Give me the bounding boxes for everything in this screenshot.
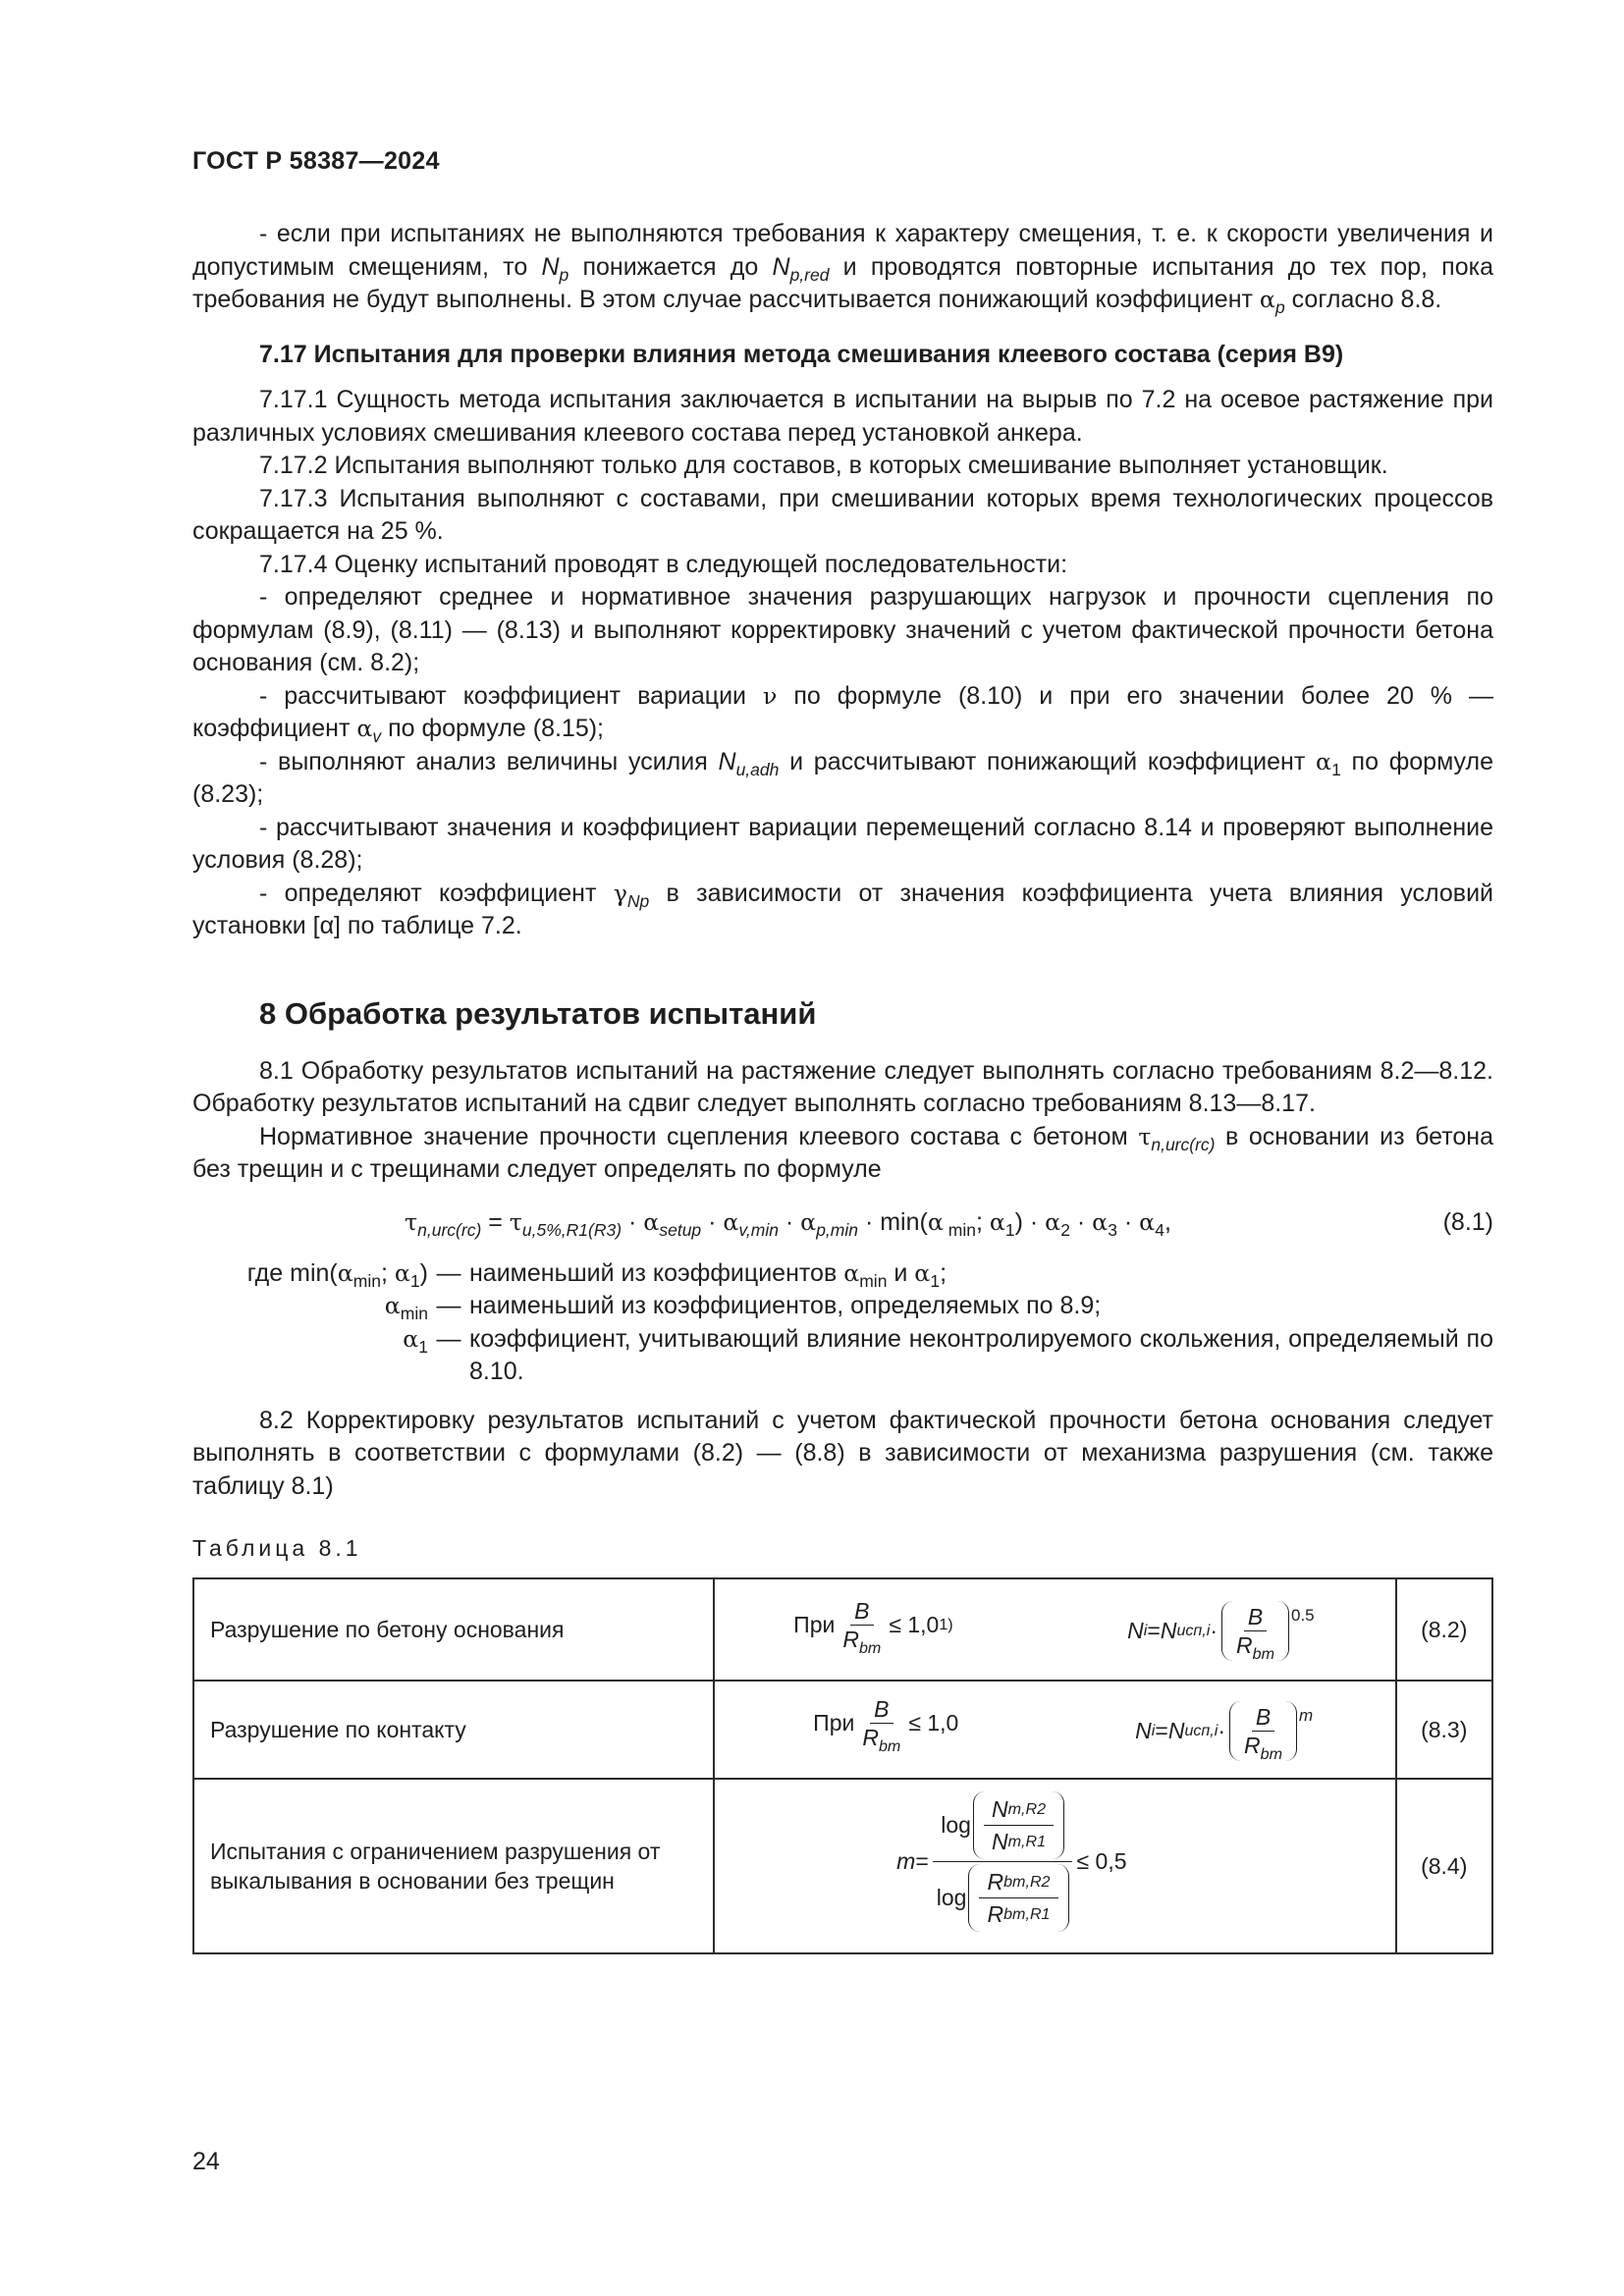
table-caption: Таблица 8.1: [192, 1535, 362, 1561]
table-row: [193, 1779, 1492, 1953]
page-content: [192, 218, 1493, 1954]
formula-legend: [192, 1257, 1493, 1389]
legend-row: $\alpha_1$ — коэффициент, учитывающий влияние неконтролируемого скольжения, определяемый по 8.10.: [403, 1324, 1493, 1385]
document-standard-number: ГОСТ Р 58387—2024: [192, 147, 440, 175]
formula-body: $\tau_{n,urc(rc)} = \tau_{u,5\%,R1(R3)} \cdot \alpha_{setup} \cdot \alpha_{v,min} \cdot \alpha_{p,min} \cdot \min(\alpha$ $_{min}$; $\alpha_1) \cdot \alpha_2 \cdot \alpha_3 \cdot \alpha_4$,: [405, 1207, 1171, 1240]
list-item: - рассчитывают значения и коэффициент вариации перемещений согласно 8.14 и проверяют выполнение условия (8.28);: [192, 813, 1493, 874]
paragraph-7-17-4: 7.17.4 Оценку испытаний проводят в следующей последовательности:: [259, 550, 1068, 578]
list-item: - определяют среднее и нормативное значения разрушающих нагрузок и прочности сцепления по формулам (8.9), (8.11) — (8.13) и выполняют корректировку значений с учетом фактической прочности бетона основания (см. 8.2);: [192, 583, 1493, 676]
paragraph-7-17-3: 7.17.3 Испытания выполняют с составами, при смешивании которых время технологических процессов сокращается на 25 %.: [192, 484, 1493, 545]
section-7-17-heading: 7.17 Испытания для проверки влияния метода смешивания клеевого состава (серия В9): [259, 340, 1344, 368]
paragraph-8-2: 8.2 Корректировку результатов испытаний с учетом фактической прочности бетона основания следует выполнять в соответствии с формулами (8.2) — (8.8) в зависимости от механизма разрушения (см. также таблицу 8.1): [192, 1406, 1493, 1500]
condition: При $\frac{B}{R_{bm}}$ ≤ 1,0 1): [793, 1597, 953, 1657]
section-8-heading: 8 Обработка результатов испытаний: [259, 995, 817, 1031]
formula-cell: [714, 1681, 1395, 1779]
equation-number: (8.2): [1396, 1578, 1493, 1681]
formula-expression: N i = N исп,i · $\frac{B}{R_{bm}}$ m: [1135, 1701, 1313, 1761]
list-item: - выполняют анализ величины усилия $N_{u,adh}$ и рассчитывают понижающий коэффициент $\alpha_1$ по формуле (8.23);: [192, 747, 1493, 808]
formula-cell: [714, 1578, 1395, 1681]
list-item: - определяют коэффициент $\gamma_{Np}$ в зависимости от значения коэффициента учета влияния условий установки [α] по таблице 7.2.: [192, 879, 1493, 939]
formula-expression: m = log N m,R2 N m,R1 log R bm,R2 R bm,R1 ≤ 0,5: [896, 1789, 1126, 1934]
paragraph-8-1-norm: Нормативное значение прочности сцепления клеевого состава с бетоном $\tau_{n,urc(rc)}$ в основании из бетона без трещин и с трещинами следует определять по формуле: [192, 1122, 1494, 1183]
table-row: [193, 1681, 1492, 1779]
legend-row: $\alpha_{min}$ — наименьший из коэффициентов, определяемых по 8.9;: [384, 1292, 1102, 1323]
failure-mode-cell: Испытания с ограничением разрушения от выкалывания в основании без трещин: [193, 1779, 714, 1953]
formula-cell: [714, 1779, 1395, 1953]
equation-number: (8.3): [1396, 1681, 1493, 1779]
intro-paragraph: - если при испытаниях не выполняются требования к характеру смещения, т. е. к скорости увеличения и допустимым смещениям, то $N_p$ понижается до $N_{p,red}$ и проводятся повторные испытания до тех пор, пока требования не будут выполнены. В этом случае рассчитывается понижающий коэффициент $\alpha_p$ согласно 8.8.: [192, 220, 1493, 317]
legend-row: где $\min(\alpha_{min}$; $\alpha_1$) — наименьший из коэффициентов $\alpha_{min}$ и $\alpha_1$;: [246, 1258, 947, 1291]
formula-expression: N i = N исп,i · $\frac{B}{R_{bm}}$ 0.5: [1127, 1601, 1314, 1661]
failure-mode-cell: Разрушение по бетону основания: [193, 1578, 714, 1681]
table-8-1: [192, 1577, 1493, 1954]
paragraph-8-1: 8.1 Обработку результатов испытаний на растяжение следует выполнять согласно требованиям 8.2—8.12. Обработку результатов испытаний на сдвиг следует выполнять согласно требованиям 8.13—8.17.: [192, 1056, 1493, 1117]
formula-8-1: [192, 1201, 1493, 1252]
condition: При $\frac{B}{R_{bm}}$ ≤ 1,0: [813, 1695, 959, 1755]
page-number: 24: [192, 2148, 220, 2175]
list-item: - рассчитывают коэффициент вариации ν по формуле (8.10) и при его значении более 20 % — коэффициент $\alpha_v$ по формуле (8.15);: [192, 681, 1493, 746]
failure-mode-cell: Разрушение по контакту: [193, 1681, 714, 1779]
formula-number: (8.1): [1442, 1207, 1493, 1236]
paragraph-7-17-2: 7.17.2 Испытания выполняют только для составов, в которых смешивание выполняет установщик.: [259, 452, 1388, 479]
table-row: [193, 1578, 1492, 1681]
equation-number: (8.4): [1396, 1779, 1493, 1953]
paragraph-7-17-1: 7.17.1 Сущность метода испытания заключается в испытании на вырыв по 7.2 на осевое растяжение при различных условиях смешивания клеевого состава перед установкой анкера.: [192, 386, 1493, 447]
